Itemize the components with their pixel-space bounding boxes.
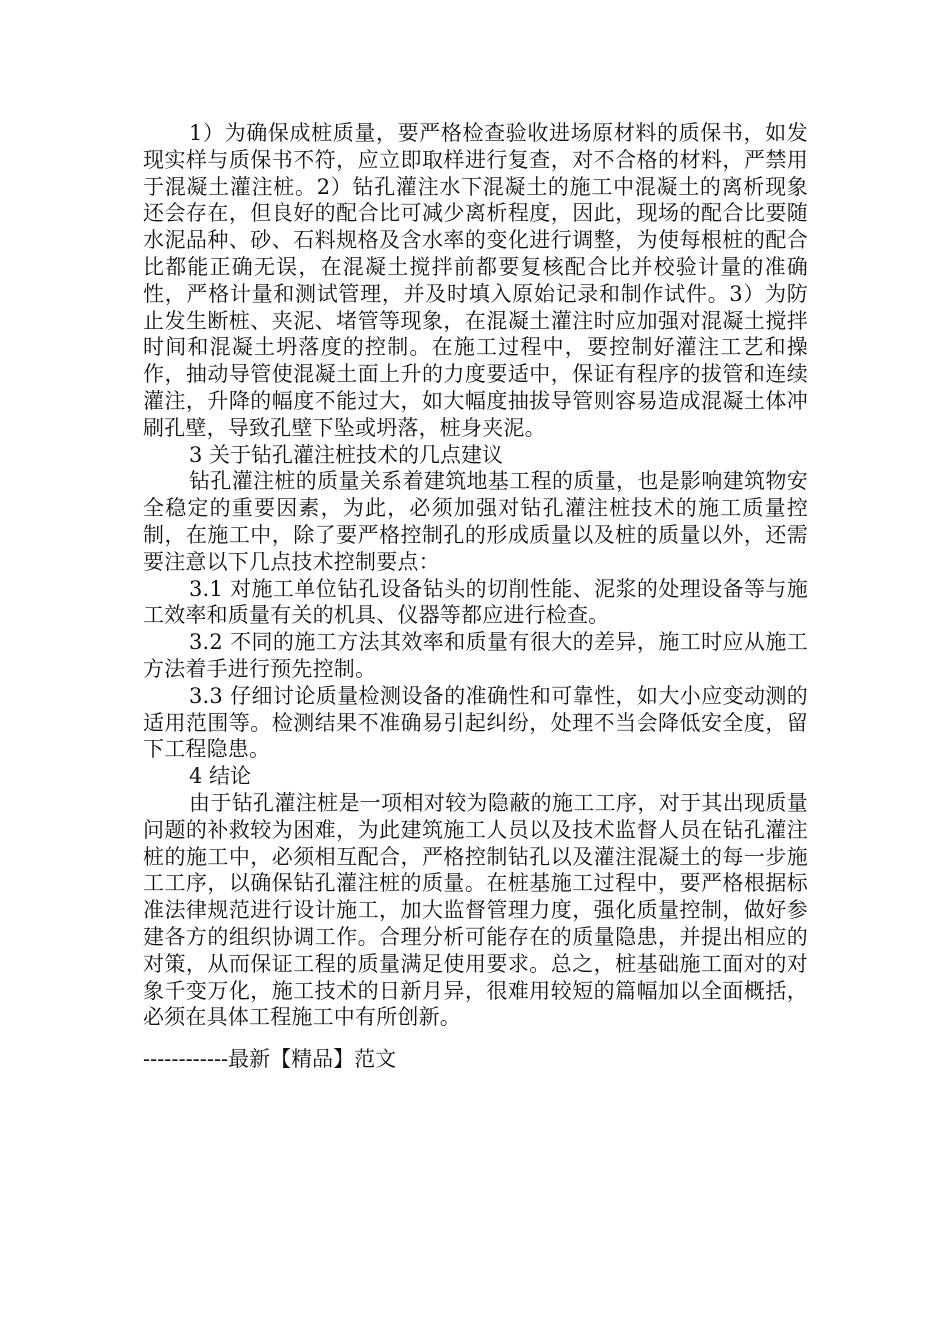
paragraph-3-2: 3.2 不同的施工方法其效率和质量有很大的差异，施工时应从施工方法着手进行预先控制。 [143,630,808,681]
paragraph-conclusion: 由于钻孔灌注桩是一项相对较为隐蔽的施工工序，对于其出现质量问题的补救较为困难，为此建筑施工人员以及技术监督人员在钻孔灌注桩的施工中，必须相互配合，严格控制钻孔以及灌注混凝土的每一步施工工序，以确保钻孔灌注桩的质量。在桩基施工过程中，要严格根据标准法律规范进行设计施工，加大监督管理力度，强化质量控制，做好参建各方的组织协调工作。合理分析可能存在的质量隐患，并提出相应的对策，从而保证工程的质量满足使用要求。总之，桩基础施工面对的对象千变万化，施工技术的日新月异，很难用较短的篇幅加以全面概括，必须在具体工程施工中有所创新。 [143,790,808,1030]
paragraph-construction-measures: 1）为确保成桩质量，要严格检查验收进场原材料的质保书，如发现实样与质保书不符，应立即取样进行复查，对不合格的材料，严禁用于混凝土灌注桩。2）钻孔灌注水下混凝土的施工中混凝土的离析现象还会存在，但良好的配合比可减少离析程度，因此，现场的配合比要随水泥品种、砂、石料规格及含水率的变化进行调整，为使每根桩的配合比都能正确无误，在混凝土搅拌前都要复核配合比并校验计量的准确性，严格计量和测试管理，并及时填入原始记录和制作试件。3）为防止发生断桩、夹泥、堵管等现象，在混凝土灌注时应加强对混凝土搅拌时间和混凝土坍落度的控制。在施工过程中，要控制好灌注工艺和操作，抽动导管使混凝土面上升的力度要适中，保证有程序的拔管和连续灌注，升降的幅度不能过大，如大幅度抽拔导管则容易造成混凝土体冲刷孔壁，导致孔壁下坠或坍落，桩身夹泥。 [143,121,808,440]
section-heading-3: 3 关于钻孔灌注桩技术的几点建议 [189,442,504,467]
paragraph-section-3-intro: 钻孔灌注桩的质量关系着建筑地基工程的质量，也是影响建筑物安全稳定的重要因素，为此，必须加强对钻孔灌注桩技术的施工质量控制，在施工中，除了要严格控制孔的形成质量以及桩的质量以外，还需要注意以下几点技术控制要点： [143,469,808,574]
footer-text: ------------最新【精品】范文 [143,1047,397,1071]
section-heading-4: 4 结论 [189,764,252,789]
document-body [143,120,808,1031]
paragraph-3-1: 3.1 对施工单位钻孔设备钻头的切削性能、泥浆的处理设备等与施工效率和质量有关的机具、仪器等都应进行检查。 [143,576,808,628]
paragraph-3-3: 3.3 仔细讨论质量检测设备的准确性和可靠性，如大小应变动测的适用范围等。检测结果不准确易引起纠纷，处理不当会降低安全度，留下工程隐患。 [143,683,808,762]
